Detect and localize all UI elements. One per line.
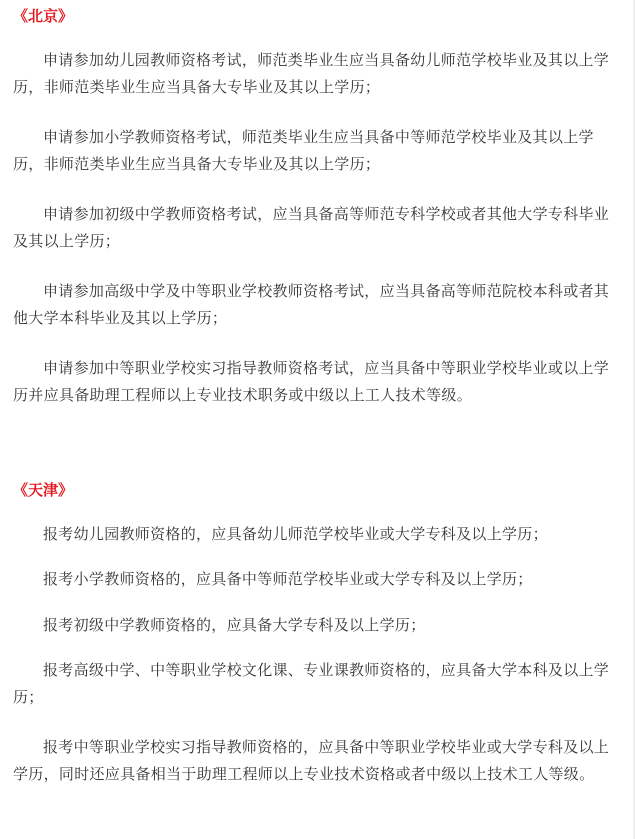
paragraph-beijing-vocational: 申请参加中等职业学校实习指导教师资格考试，应当具备中等职业学校毕业或以上学历并应具备助理工程师以上专业技术职务或中级以上工人技术等级。: [13, 359, 610, 404]
paragraph-beijing-kindergarten: 申请参加幼儿园教师资格考试，师范类毕业生应当具备幼儿师范学校毕业及其以上学历，非师范类毕业生应当具备大专毕业及其以上学历；: [13, 51, 610, 96]
paragraph-tianjin-vocational: 报考中等职业学校实习指导教师资格的，应具备中等职业学校毕业或大学专科及以上学历，同时还应具备相当于助理工程师以上专业技术资格或者中级以上技术工人等级。: [13, 738, 610, 783]
paragraph-tianjin-senior-high: 报考高级中学、中等职业学校文化课、专业课教师资格的，应具备大学本科及以上学历；: [13, 661, 610, 706]
section-title-tianjin: 《天津》: [13, 481, 74, 499]
section-title-beijing: 《北京》: [13, 7, 74, 25]
paragraph-tianjin-primary: 报考小学教师资格的，应具备中等师范学校毕业或大学专科及以上学历；: [43, 570, 533, 588]
paragraph-beijing-senior-high: 申请参加高级中学及中等职业学校教师资格考试，应当具备高等师范院校本科或者其他大学本科毕业及其以上学历；: [13, 282, 610, 327]
paragraph-beijing-primary: 申请参加小学教师资格考试，师范类毕业生应当具备中等师范学校毕业及其以上学历，非师范类毕业生应当具备大专毕业及其以上学历；: [13, 128, 594, 173]
paragraph-tianjin-kindergarten: 报考幼儿园教师资格的，应具备幼儿师范学校毕业或大学专科及以上学历；: [43, 525, 548, 543]
paragraph-beijing-junior-high: 申请参加初级中学教师资格考试，应当具备高等师范专科学校或者其他大学专科毕业及其以上学历；: [13, 205, 610, 250]
paragraph-tianjin-junior-high: 报考初级中学教师资格的，应具备大学专科及以上学历；: [43, 616, 426, 634]
